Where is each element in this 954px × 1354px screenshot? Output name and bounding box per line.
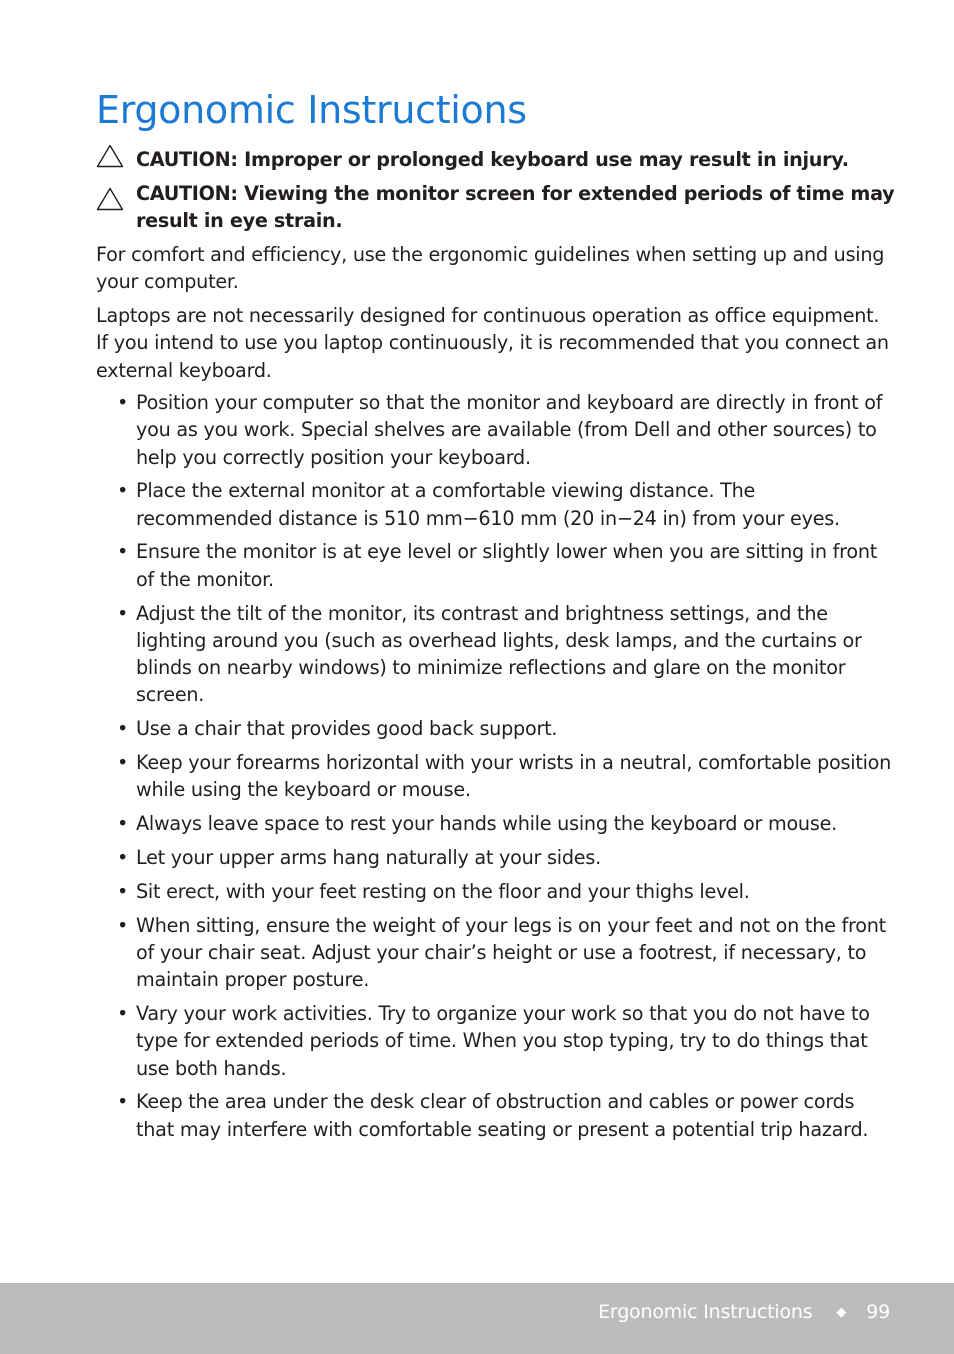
list-item — [96, 844, 896, 871]
caution-text: CAUTION: Viewing the monitor screen for extended periods of time may result in eye strain. — [136, 182, 895, 232]
list-item-text: Vary your work activities. Try to organize your work so that you do not have to type for extended periods of time. When you stop typing, try to do things that use both hands. — [136, 1001, 870, 1080]
bullet-icon: • — [117, 479, 129, 503]
page-number: 99 — [866, 1301, 890, 1323]
list-item — [96, 538, 896, 593]
list-item-text: Always leave space to rest your hands while using the keyboard or mouse. — [136, 812, 837, 836]
bullet-icon: • — [117, 879, 129, 903]
list-item-text: Adjust the tilt of the monitor, its contrast and brightness settings, and the lighting around you (such as overhead lights, desk lamps, and the curtains or blinds on nearby windows) to minimize reflections and glare on the monitor screen. — [136, 601, 862, 707]
footer-section-title: Ergonomic Instructions — [598, 1301, 813, 1323]
list-item-text: Sit erect, with your feet resting on the floor and your thighs level. — [136, 879, 750, 903]
page-title: Ergonomic Instructions — [96, 88, 527, 132]
list-item — [96, 715, 896, 742]
list-item-text: Let your upper arms hang naturally at your sides. — [136, 845, 601, 869]
list-item — [96, 912, 896, 994]
list-item — [96, 878, 896, 905]
list-item-text: Keep your forearms horizontal with your wrists in a neutral, comfortable position while using the keyboard or mouse. — [136, 751, 892, 802]
bullet-icon: • — [117, 391, 129, 414]
list-item-text: Keep the area under the desk clear of obstruction and cables or power cords that may interfere with comfortable seating or present a potential trip hazard. — [136, 1090, 869, 1141]
list-item-text: When sitting, ensure the weight of your legs is on your feet and not on the front of your chair seat. Adjust your chair’s height or use a footrest, if necessary, to maintain proper posture. — [136, 913, 886, 992]
guideline-list — [96, 389, 896, 1149]
warning-triangle-icon — [96, 144, 124, 168]
list-item — [96, 389, 896, 471]
bullet-icon: • — [117, 540, 129, 564]
bullet-icon: • — [117, 751, 129, 775]
caution-text: CAUTION: Improper or prolonged keyboard use may result in injury. — [136, 148, 849, 171]
bullet-icon: • — [117, 913, 129, 937]
list-item-text: Place the external monitor at a comfortable viewing distance. The recommended distance is 510 mm−610 mm (20 in−24 in) from your eyes. — [136, 479, 840, 530]
list-item — [96, 1088, 896, 1143]
bullet-icon: • — [117, 601, 129, 625]
laptop-paragraph: Laptops are not necessarily designed for continuous operation as office equipment. If you intend to use you laptop continuously, it is recommended that you connect an external keyboard. — [96, 304, 889, 382]
page-footer — [598, 1301, 890, 1323]
bullet-icon: • — [117, 845, 129, 869]
bullet-icon: • — [117, 1090, 129, 1114]
caution-eye-strain — [96, 180, 896, 234]
list-item — [96, 810, 896, 837]
list-item — [96, 1000, 896, 1082]
list-item-text: Use a chair that provides good back support. — [136, 717, 558, 741]
caution-keyboard — [96, 146, 896, 173]
bullet-icon: • — [117, 812, 129, 836]
warning-triangle-icon — [96, 187, 124, 211]
list-item-text: Ensure the monitor is at eye level or slightly lower when you are sitting in front of the monitor. — [136, 540, 878, 591]
list-item-text: Position your computer so that the monitor and keyboard are directly in front of you as you work. Special shelves are available (from Dell and other sources) to help you correctly position your keyboard. — [136, 391, 883, 469]
list-item — [96, 477, 896, 532]
bullet-icon: • — [117, 1001, 129, 1025]
bullet-icon: • — [117, 717, 129, 741]
list-item — [96, 600, 896, 709]
diamond-icon: ◆ — [836, 1305, 847, 1320]
list-item — [96, 749, 896, 804]
intro-paragraph: For comfort and efficiency, use the ergonomic guidelines when setting up and using your computer. — [96, 243, 885, 294]
